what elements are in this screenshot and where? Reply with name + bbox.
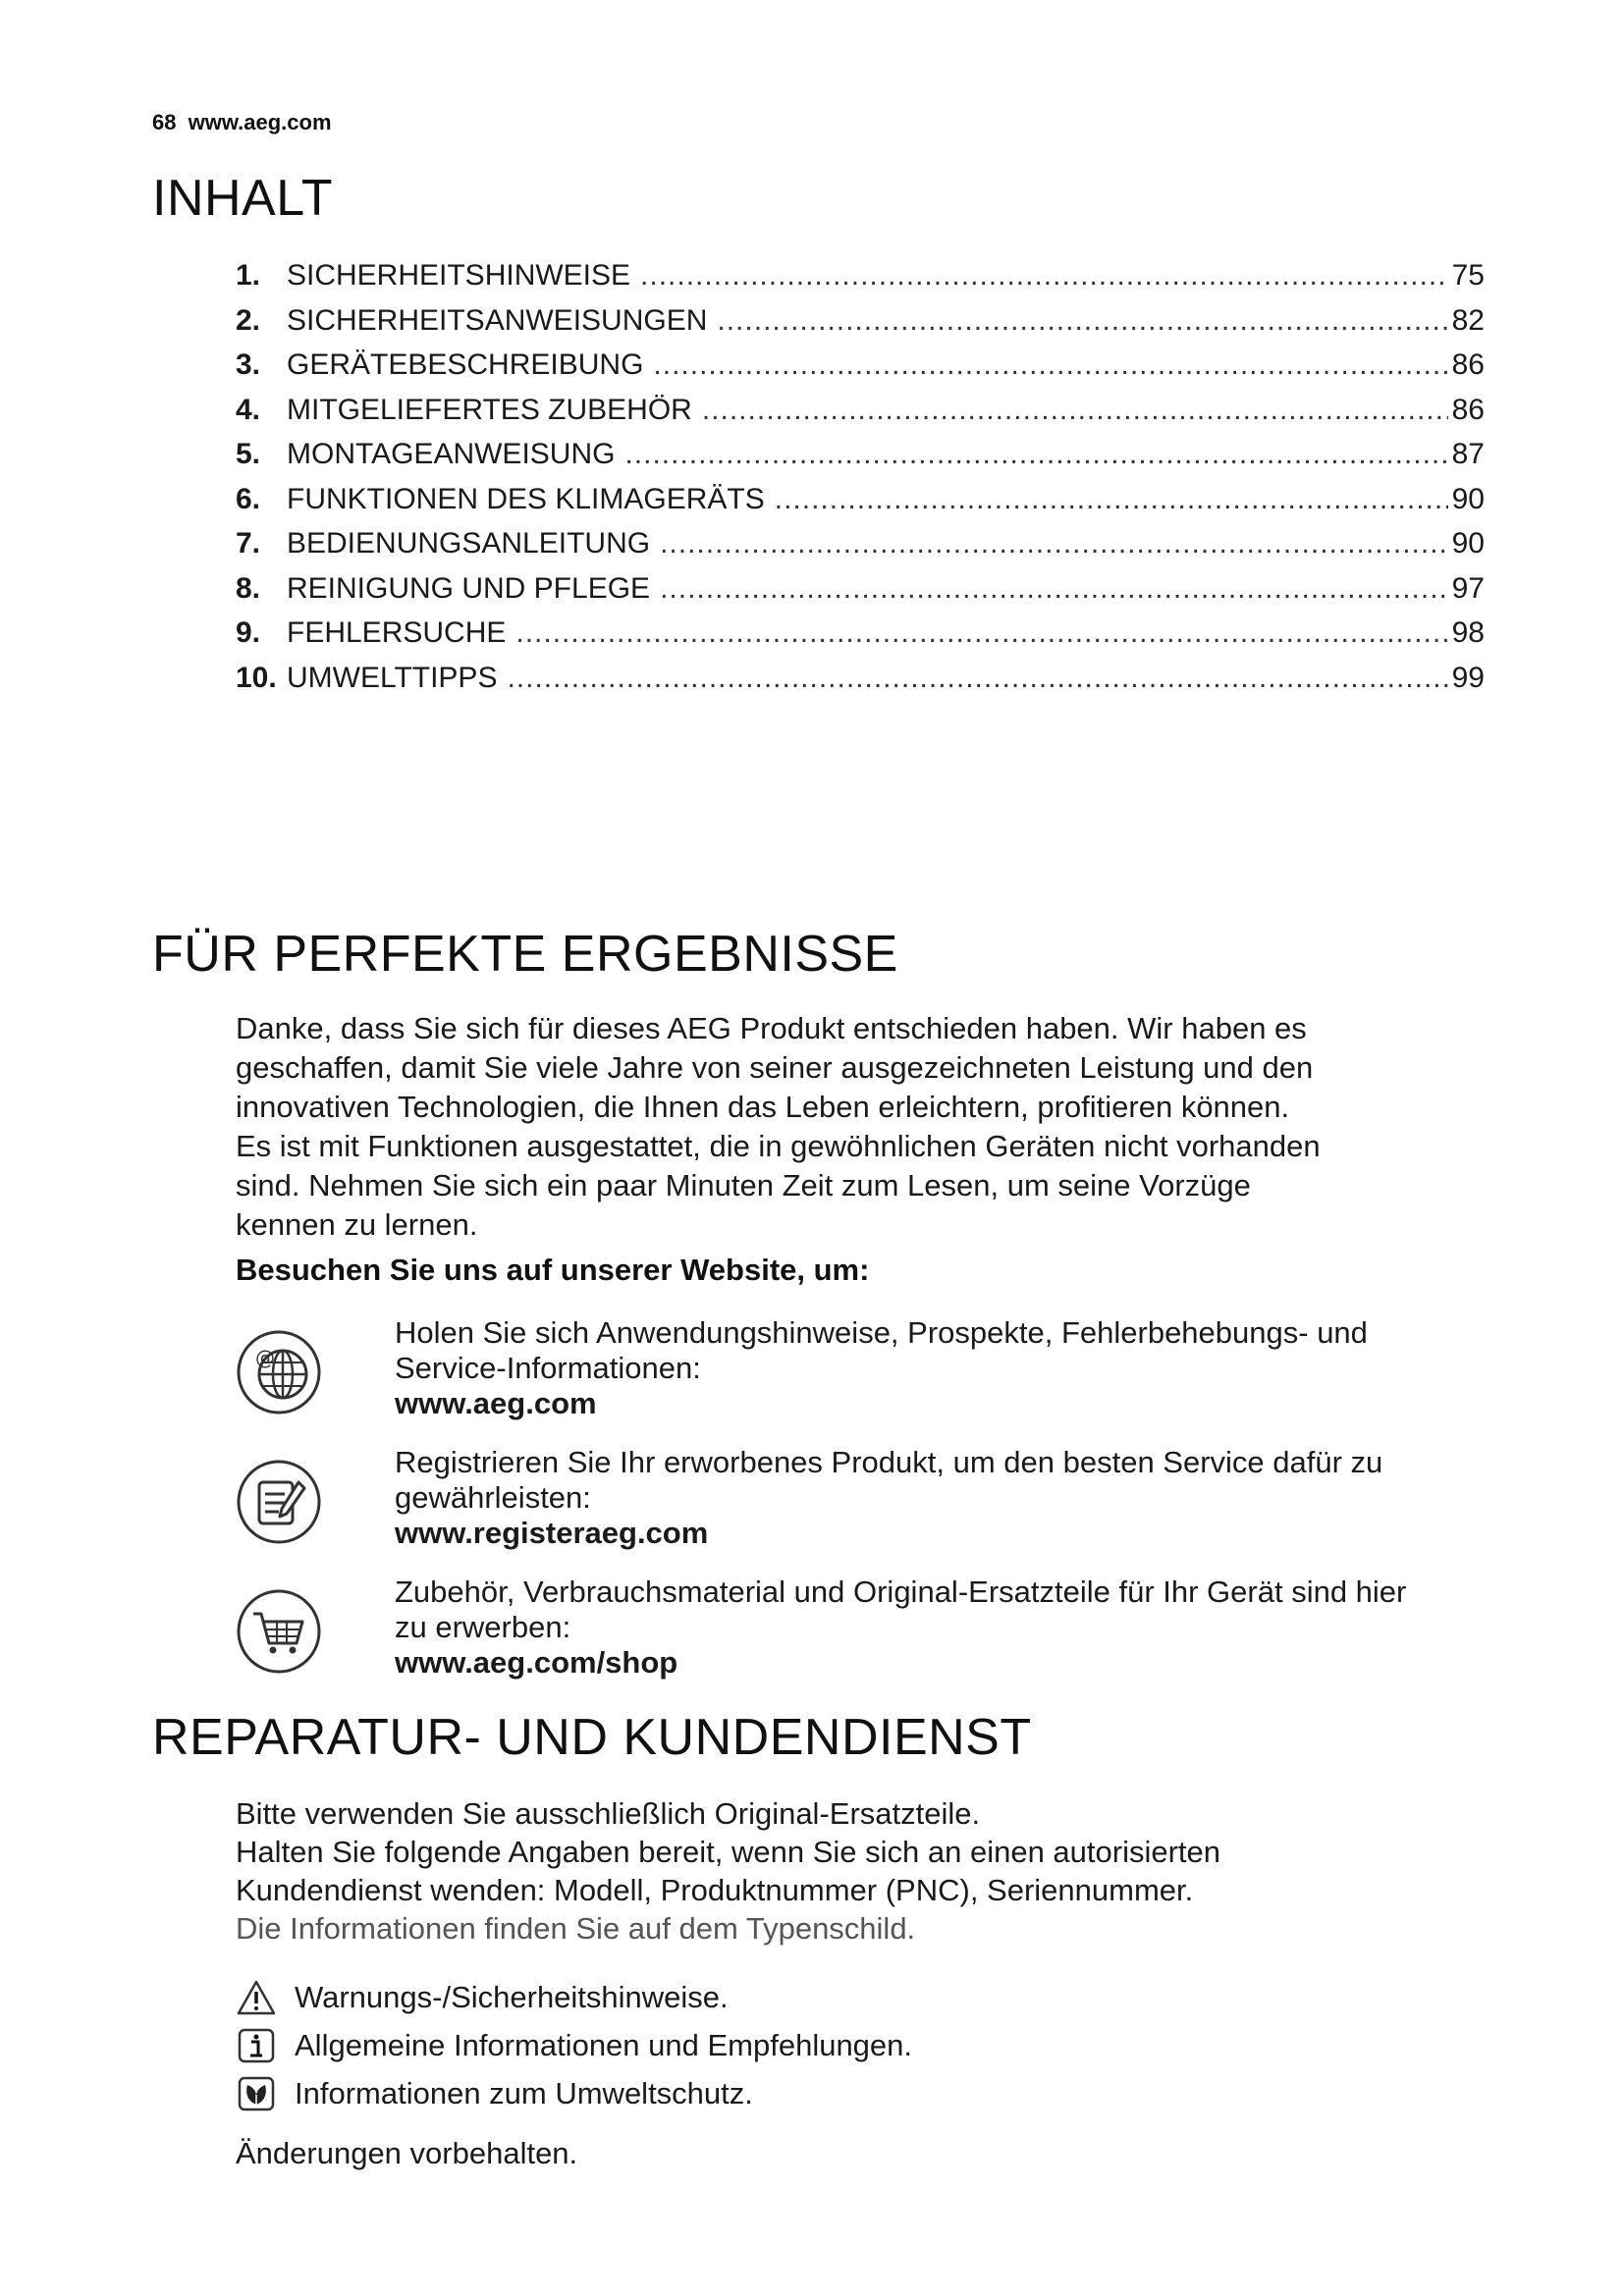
toc-row[interactable]: [236, 483, 1485, 528]
toc-page: 87: [1451, 438, 1485, 470]
toc-leader: [660, 527, 1448, 561]
legend-text: Allgemeine Informationen und Empfehlungen.: [295, 2027, 913, 2062]
toc-row[interactable]: [236, 304, 1485, 349]
toc-leader: [717, 304, 1447, 338]
service-paragraph: [236, 1794, 1512, 1948]
toc-number: 3.: [236, 348, 261, 381]
toc-number: 10.: [236, 661, 277, 694]
link-item: [236, 1445, 1512, 1575]
toc-page: 90: [1451, 482, 1485, 515]
toc-row[interactable]: [236, 394, 1485, 439]
toc-title: SICHERHEITSANWEISUNGEN: [287, 303, 708, 337]
toc-title: SICHERHEITSHINWEISE: [287, 259, 631, 292]
perfect-results-title: FÜR PERFEKTE ERGEBNISSE: [152, 926, 898, 983]
service-line: Halten Sie folgende Angaben bereit, wenn Sie sich an einen autorisierten: [236, 1835, 1221, 1869]
page-number: 68: [152, 110, 177, 134]
service-line: Bitte verwenden Sie ausschließlich Original-Ersatzteile.: [236, 1796, 981, 1831]
toc-leader: [624, 438, 1447, 471]
link-item: [236, 1575, 1512, 1704]
link-item: [236, 1315, 1512, 1445]
toc-page: 99: [1451, 661, 1485, 694]
legend-item: [236, 2021, 1512, 2069]
intro-paragraph: [236, 1009, 1512, 1245]
link-description: zu erwerben:: [395, 1610, 571, 1644]
toc-title: MITGELIEFERTES ZUBEHÖR: [287, 393, 692, 426]
toc-title: REINIGUNG UND PFLEGE: [287, 571, 651, 605]
toc-leader: [640, 259, 1448, 293]
toc-row[interactable]: [236, 572, 1485, 617]
table-of-contents: [236, 259, 1485, 706]
environment-icon: [236, 2075, 277, 2112]
globe-at-icon: [236, 1329, 322, 1415]
warning-triangle-icon: [236, 1979, 277, 2016]
toc-number: 1.: [236, 259, 261, 292]
link-text: [395, 1575, 1504, 1681]
link-description: Holen Sie sich Anwendungshinweise, Prospekte, Fehlerbehebungs- und: [395, 1315, 1368, 1350]
toc-title: FUNKTIONEN DES KLIMAGERÄTS: [287, 482, 765, 515]
visit-heading: Besuchen Sie uns auf unserer Website, um:: [236, 1253, 870, 1287]
intro-line: Es ist mit Funktionen ausgestattet, die in gewöhnlichen Geräten nicht vorhanden: [236, 1129, 1321, 1163]
svg-text:@: @: [255, 1346, 275, 1369]
toc-row[interactable]: [236, 527, 1485, 572]
toc-leader: [507, 662, 1447, 695]
toc-row[interactable]: [236, 662, 1485, 707]
toc-page: 97: [1451, 571, 1485, 605]
link-description: gewährleisten:: [395, 1480, 591, 1515]
contents-title: INHALT: [152, 170, 334, 227]
toc-row[interactable]: [236, 348, 1485, 394]
toc-leader: [515, 616, 1447, 650]
legend-item: [236, 1973, 1512, 2021]
intro-line: geschaffen, damit Sie viele Jahre von seiner ausgezeichneten Leistung und den: [236, 1050, 1314, 1085]
legend-item: [236, 2069, 1512, 2117]
register-website-link[interactable]: www.registeraeg.com: [395, 1516, 709, 1550]
toc-title: UMWELTTIPPS: [287, 661, 498, 694]
toc-row[interactable]: [236, 616, 1485, 662]
intro-line: kennen zu lernen.: [236, 1207, 478, 1242]
aeg-website-link[interactable]: www.aeg.com: [395, 1386, 597, 1420]
toc-number: 5.: [236, 438, 261, 470]
toc-title: GERÄTEBESCHREIBUNG: [287, 348, 644, 381]
link-text: [395, 1445, 1504, 1551]
legend-text: Warnungs-/Sicherheitshinweise.: [295, 1979, 729, 2014]
symbol-legend: [236, 1973, 1512, 2117]
intro-line: Danke, dass Sie sich für dieses AEG Produkt entschieden haben. Wir haben es: [236, 1011, 1307, 1045]
link-description: Registrieren Sie Ihr erworbenes Produkt, um den besten Service dafür zu: [395, 1445, 1383, 1479]
page-header: [152, 110, 332, 135]
toc-page: 82: [1451, 303, 1485, 337]
service-title: REPARATUR- UND KUNDENDIENST: [152, 1709, 1032, 1766]
legend-text: Informationen zum Umweltschutz.: [295, 2075, 753, 2110]
toc-number: 6.: [236, 482, 261, 515]
toc-number: 9.: [236, 616, 261, 649]
toc-title: MONTAGEANWEISUNG: [287, 438, 616, 470]
toc-row[interactable]: [236, 438, 1485, 483]
toc-number: 8.: [236, 571, 261, 605]
service-line: Kundendienst wenden: Modell, Produktnummer (PNC), Seriennummer.: [236, 1873, 1194, 1907]
toc-page: 86: [1451, 348, 1485, 381]
service-line: Die Informationen finden Sie auf dem Typenschild.: [236, 1911, 916, 1946]
toc-page: 75: [1451, 259, 1485, 292]
toc-leader: [702, 394, 1448, 427]
toc-number: 4.: [236, 393, 261, 426]
header-site-link[interactable]: www.aeg.com: [188, 110, 332, 134]
closing-note: Änderungen vorbehalten.: [236, 2136, 578, 2170]
intro-line: sind. Nehmen Sie sich ein paar Minuten Zeit zum Lesen, um seine Vorzüge: [236, 1168, 1251, 1202]
link-description: Service-Informationen:: [395, 1351, 701, 1385]
toc-leader: [653, 348, 1447, 382]
toc-number: 2.: [236, 303, 261, 337]
intro-line: innovativen Technologien, die Ihnen das Leben erleichtern, profitieren können.: [236, 1090, 1290, 1124]
toc-title: FEHLERSUCHE: [287, 616, 507, 649]
link-text: [395, 1315, 1504, 1421]
toc-number: 7.: [236, 527, 261, 560]
toc-page: 98: [1451, 616, 1485, 649]
link-description: Zubehör, Verbrauchsmaterial und Original-Ersatzteile für Ihr Gerät sind hier: [395, 1575, 1407, 1609]
toc-leader: [775, 483, 1448, 516]
website-links: [236, 1315, 1512, 1704]
toc-leader: [660, 572, 1448, 606]
toc-page: 86: [1451, 393, 1485, 426]
toc-title: BEDIENUNGSANLEITUNG: [287, 527, 651, 560]
toc-page: 90: [1451, 527, 1485, 560]
register-form-icon: [236, 1459, 322, 1545]
shopping-cart-icon: [236, 1588, 322, 1675]
toc-row[interactable]: [236, 259, 1485, 304]
shop-website-link[interactable]: www.aeg.com/shop: [395, 1645, 678, 1680]
info-icon: [236, 2027, 277, 2064]
